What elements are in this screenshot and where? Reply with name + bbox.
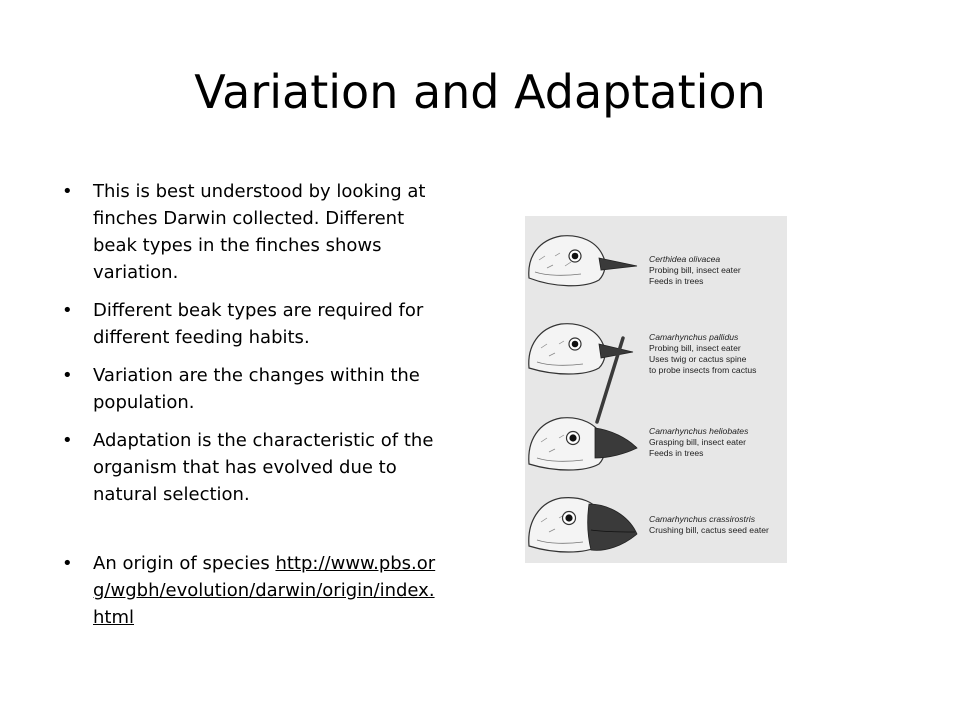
finch-beaks-illustration <box>525 216 787 563</box>
finch-head-2 <box>529 324 633 422</box>
finch-caption-2 <box>649 332 756 375</box>
species-name: Camarhynchus crassirostris <box>649 514 756 524</box>
finch-caption-4 <box>649 514 769 535</box>
bullet-dot-icon: • <box>62 300 73 321</box>
bullet-item-origin <box>62 550 442 631</box>
species-name: Certhidea olivacea <box>649 254 721 264</box>
species-detail: Probing bill, insect eater <box>649 343 741 353</box>
bullet-text: Adaptation is the characteristic of the organism that has evolved due to natural selection. <box>93 430 434 505</box>
species-detail: Uses twig or cactus spine <box>649 354 747 364</box>
slide-title: Variation and Adaptation <box>194 65 766 119</box>
bullet-text: Different beak types are required for different feeding habits. <box>93 300 424 348</box>
bullet-list <box>62 178 442 642</box>
species-detail: Feeds in trees <box>649 448 704 458</box>
species-detail: Grasping bill, insect eater <box>649 437 746 447</box>
finch-head-1 <box>529 236 637 286</box>
species-detail: Crushing bill, cactus seed eater <box>649 525 769 535</box>
species-detail: Feeds in trees <box>649 276 704 286</box>
bullet-item <box>62 297 442 351</box>
species-detail: Probing bill, insect eater <box>649 265 741 275</box>
origin-text: An origin of species <box>93 553 270 574</box>
bullet-dot-icon: • <box>62 553 73 574</box>
finch-beaks-figure <box>525 216 787 563</box>
bullet-dot-icon: • <box>62 181 73 202</box>
bullet-item <box>62 427 442 508</box>
finch-caption-3 <box>649 426 749 458</box>
origin-link[interactable]: http://www.pbs.org/wgbh/evolution/darwin/origin/index.html <box>93 553 436 628</box>
bullet-text: Variation are the changes within the population. <box>93 365 420 413</box>
finch-head-4 <box>529 498 637 552</box>
species-name: Camarhynchus heliobates <box>649 426 749 436</box>
species-name: Camarhynchus pallidus <box>649 332 739 342</box>
finch-head-3 <box>529 418 637 470</box>
bullet-dot-icon: • <box>62 430 73 451</box>
bullet-text: This is best understood by looking at finches Darwin collected. Different beak types in the finches shows variation. <box>93 181 426 283</box>
bullet-item <box>62 362 442 416</box>
bullet-dot-icon: • <box>62 365 73 386</box>
bullet-item <box>62 178 442 286</box>
finch-caption-1 <box>649 254 741 286</box>
species-detail: to probe insects from cactus <box>649 365 757 375</box>
